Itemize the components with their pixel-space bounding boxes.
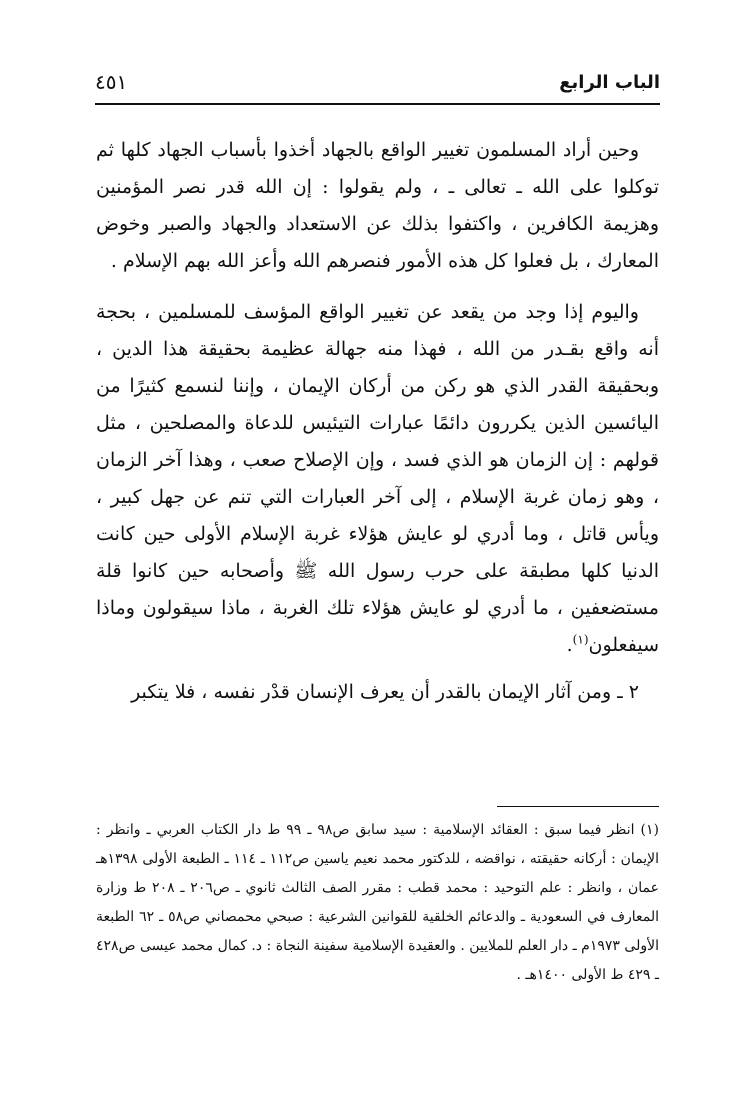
footnote-reference[interactable]: (١) [572, 632, 589, 647]
footnote [96, 816, 659, 990]
header-rule [95, 103, 660, 105]
paragraph-3 [96, 674, 659, 711]
paragraph-1-text: وحين أراد المسلمون تغيير الواقع بالجهاد أخذوا بأسباب الجهاد كلها ثم توكلوا على الله ـ تعالى ـ ، ولم يقولوا : إن الله قدر نصر المؤمنين وهزيمة الكافرين ، واكتفوا بذلك عن الاستعداد والجهاد والصبر وخوض المعارك ، بل فعلوا كل هذه الأمور فنصرهم الله وأعز الله بهم الإسلام . [96, 139, 659, 272]
footnote-rule [497, 806, 659, 807]
running-header [95, 68, 660, 102]
paragraph-2-text: واليوم إذا وجد من يقعد عن تغيير الواقع المؤسف للمسلمين ، بحجة أنه واقع بقـدر من الله ، فهذا منه جهالة عظيمة بحقيقة هذا الدين ، وبحقيقة القدر الذي هو ركن من أركان الإيمان ، وإننا لنسمع كثيرًا من اليائسين الذين يكررون دائمًا عبارات التيئيس للدعاة والمصلحين ، مثل قولهم : إن الزمان هو الذي فسد ، وإن الإصلاح صعب ، وهذا آخر الزمان ، وهو زمان غربة الإسلام ، إلى آخر العبارات التي تنم عن جهل كبير ، ويأس قاتل ، وما أدري لو عايش هؤلاء غربة الإسلام الأولى حين كانت الدنيا كلها مطبقة على حرب رسول الله ﷺ وأصحابه حين كانوا قلة مستضعفين ، ما أدري لو عايش هؤلاء تلك الغربة ، ماذا سيقولون وماذا سيفعلون [96, 301, 659, 656]
paragraph-3-text: ٢ ـ ومن آثار الإيمان بالقدر أن يعرف الإنسان قدْر نفسه ، فلا يتكبر [131, 681, 639, 703]
paragraph-1 [96, 132, 659, 280]
body-text [96, 132, 659, 725]
paragraph-2-end: . [566, 634, 573, 656]
footnote-text: (١) انظر فيما سبق : العقائد الإسلامية : سيد سابق ص٩٨ ـ ٩٩ ط دار الكتاب العربي ـ وانظر : الإيمان : أركانه حقيقته ، نواقضه ، للدكتور محمد نعيم ياسين ص١١٢ ـ ١١٤ ـ الطبعة الأولى ١٣٩٨هـ عمان ، وانظر : علم التوحيد : محمد قطب : مقرر الصف الثالث ثانوي ـ ص٢٠٦ ـ ٢٠٨ ط وزارة المعارف في السعودية ـ والدعائم الخلقية للقوانين الشرعية : صبحي محمصاني ص٥٨ ـ ٦٢ الطبعة الأولى ١٩٧٣م ـ دار العلم للملايين . والعقيدة الإسلامية سفينة النجاة : د. كمال محمد عيسى ص٤٢٨ ـ ٤٢٩ ط الأولى ١٤٠٠هـ . [96, 822, 659, 983]
paragraph-2 [96, 294, 659, 664]
page-number: ٤٥١ [95, 70, 128, 94]
chapter-title: الباب الرابع [559, 72, 660, 93]
